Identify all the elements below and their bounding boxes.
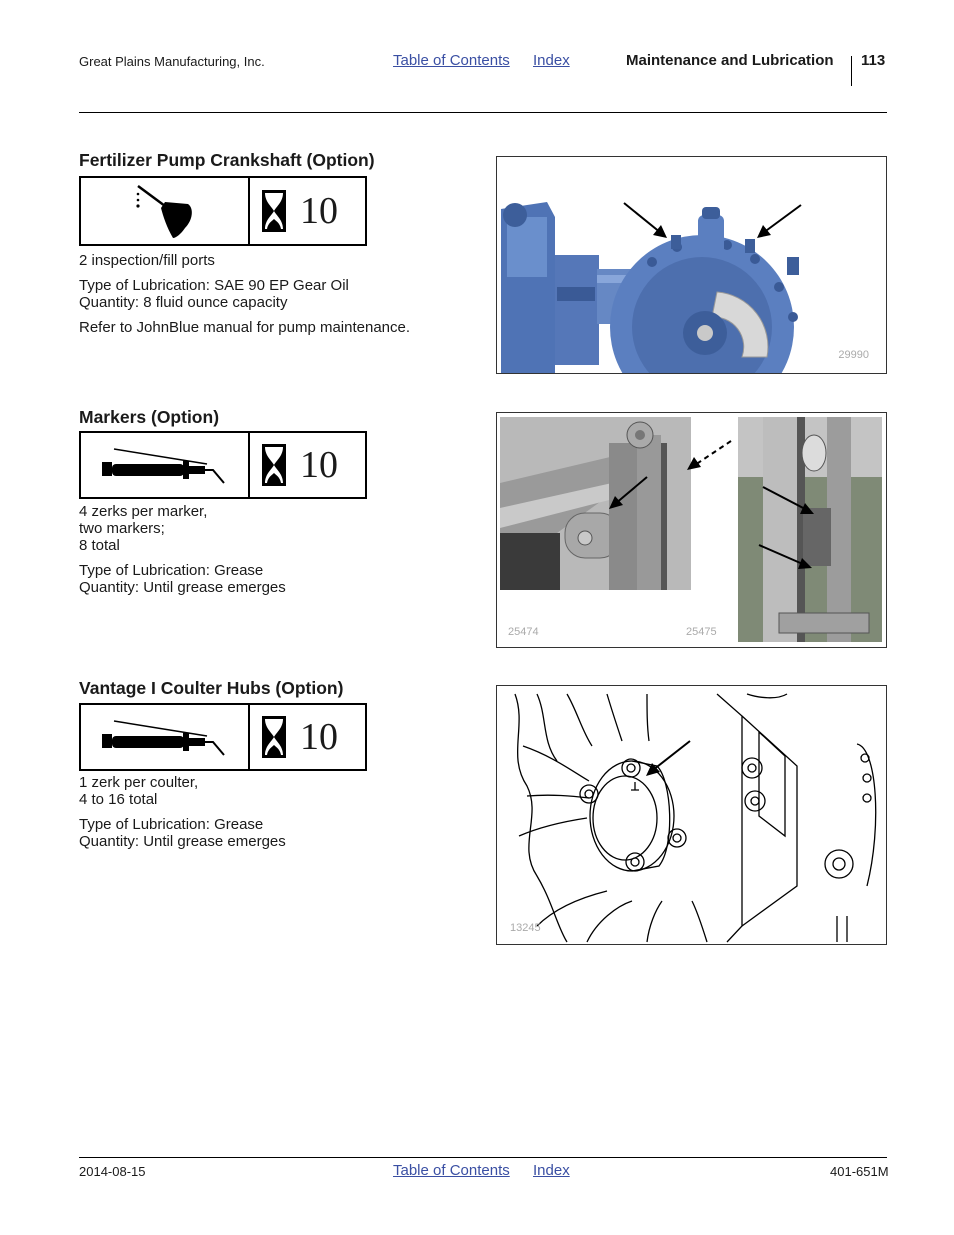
interval-hours: 10 (300, 190, 338, 232)
coulter-hub-figure (496, 685, 887, 945)
header-index-link[interactable]: Index (533, 52, 570, 69)
figure-number: 29990 (838, 349, 869, 361)
grease-gun-icon (81, 433, 250, 497)
header-rule (79, 112, 887, 113)
footer-index-link[interactable]: Index (533, 1162, 570, 1179)
company-name: Great Plains Manufacturing, Inc. (79, 54, 265, 69)
section-title: Markers (Option) (79, 407, 220, 427)
hourglass-icon (262, 716, 286, 758)
body-line: 4 to 16 total (79, 791, 158, 808)
figure-number: 25474 (508, 626, 539, 638)
lubrication-icon-box (79, 176, 367, 246)
figure-number: 25475 (686, 626, 717, 638)
interval-hours: 10 (300, 444, 338, 486)
body-line: 1 zerk per coulter, (79, 774, 199, 791)
oil-can-icon (81, 178, 250, 244)
grease-gun-icon (81, 705, 250, 769)
hourglass-icon (262, 190, 286, 232)
section-title: Vantage I Coulter Hubs (Option) (79, 678, 344, 698)
section-body (79, 252, 479, 344)
body-line: two markers; (79, 520, 165, 537)
header-toc-link[interactable]: Table of Contents (393, 52, 510, 69)
lubrication-quantity: Quantity: Until grease emerges (79, 579, 286, 596)
body-line: 2 inspection/fill ports (79, 252, 215, 269)
markers-figure (496, 412, 887, 648)
footer-toc-link[interactable]: Table of Contents (393, 1162, 510, 1179)
page-number: 113 (861, 52, 886, 69)
document-number: 401-651M (830, 1164, 889, 1179)
maintenance-note: Refer to JohnBlue manual for pump maintenance. (79, 319, 411, 336)
section-body (79, 503, 479, 604)
pump-figure (496, 156, 887, 374)
lubrication-icon-box (79, 703, 367, 771)
hourglass-icon (262, 444, 286, 486)
footer-rule (79, 1157, 887, 1158)
body-line: 4 zerks per marker, (79, 503, 208, 520)
section-title: Fertilizer Pump Crankshaft (Option) (79, 150, 375, 170)
section-heading: Maintenance and Lubrication (626, 52, 834, 69)
header-divider (851, 56, 852, 86)
lubrication-icon-box (79, 431, 367, 499)
lubrication-quantity: Quantity: Until grease emerges (79, 833, 286, 850)
body-line: 8 total (79, 537, 120, 554)
lubrication-type: Type of Lubrication: Grease (79, 816, 264, 833)
lubrication-type: Type of Lubrication: SAE 90 EP Gear Oil (79, 277, 349, 294)
figure-number: 13245 (510, 922, 541, 934)
lubrication-quantity: Quantity: 8 fluid ounce capacity (79, 294, 288, 311)
section-body (79, 774, 479, 858)
interval-hours: 10 (300, 716, 338, 758)
lubrication-type: Type of Lubrication: Grease (79, 562, 264, 579)
footer-date: 2014-08-15 (79, 1164, 146, 1179)
